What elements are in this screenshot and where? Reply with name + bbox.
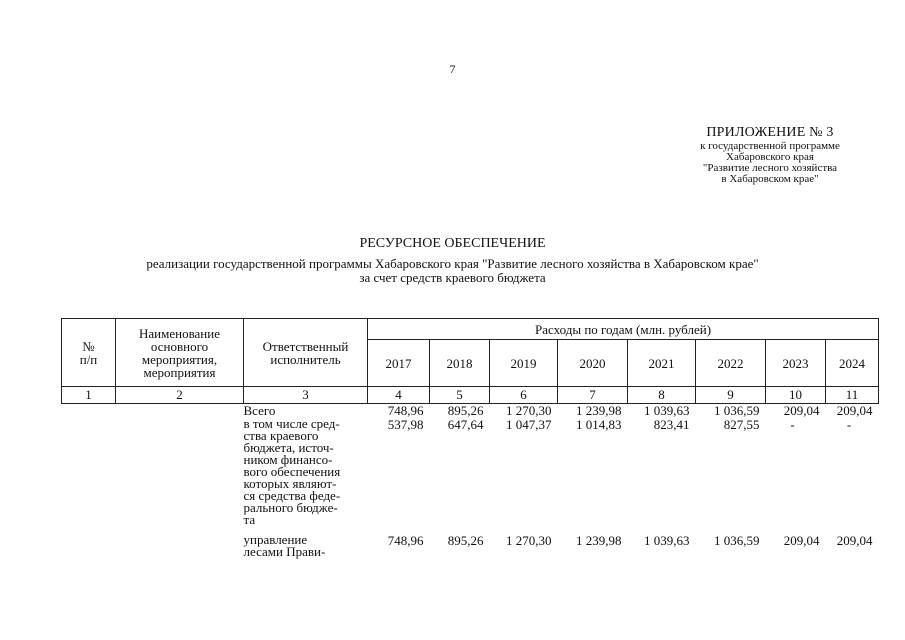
executor-cell: в том числе сред- ства краевого бюджета, источ- ником финансо- вого обеспечения которых являют- ся средства феде- рального бюдже- та [243, 416, 341, 527]
value-cell: 748,96 [387, 533, 424, 548]
column-number: 8 [628, 387, 696, 404]
value-cell: 647,64 [447, 417, 484, 432]
appendix-block [660, 125, 880, 185]
value-cell: 1 036,59 [714, 533, 760, 548]
value-cell: 209,04 [783, 533, 820, 548]
resource-table [61, 318, 879, 558]
value-cell: - [790, 417, 795, 432]
value-cell: 537,98 [387, 417, 424, 432]
header-year: 2018 [430, 340, 490, 387]
value-cell: 1 270,30 [506, 403, 552, 418]
value-cell: 895,26 [447, 403, 484, 418]
header-year: 2024 [826, 340, 879, 387]
value-cell: 209,04 [783, 403, 820, 418]
header-year: 2017 [368, 340, 430, 387]
header-expenses: Расходы по годам (млн. рублей) [368, 319, 879, 340]
column-number: 5 [430, 387, 490, 404]
executor-cell: управление лесами Прави- [243, 532, 326, 559]
column-number: 2 [116, 387, 244, 404]
document-subtitle [0, 257, 905, 285]
value-cell: 1 239,98 [576, 403, 622, 418]
column-number: 6 [490, 387, 558, 404]
subtitle-line: за счет средств краевого бюджета [359, 270, 546, 285]
value-cell: 748,96 [387, 403, 424, 418]
value-cell: - [846, 417, 852, 432]
value-cell: 827,55 [723, 417, 760, 432]
column-number: 9 [696, 387, 766, 404]
executor-cell: Всего [243, 403, 276, 418]
value-cell: 1 036,59 [714, 403, 760, 418]
header-year: 2023 [766, 340, 826, 387]
appendix-line: Хабаровского края [726, 151, 814, 163]
document-title: РЕСУРСНОЕ ОБЕСПЕЧЕНИЕ [359, 236, 546, 251]
header-year: 2021 [628, 340, 696, 387]
value-cell: 1 014,83 [576, 417, 622, 432]
header-year: 2019 [490, 340, 558, 387]
page-number: 7 [449, 62, 456, 76]
table-row [62, 526, 879, 558]
table-row [62, 404, 879, 419]
appendix-heading: ПРИЛОЖЕНИЕ № 3 [706, 125, 834, 140]
appendix-line: к государственной программе [700, 140, 840, 152]
value-cell: 209,04 [836, 533, 873, 548]
value-cell: 1 047,37 [506, 417, 552, 432]
column-number: 3 [244, 387, 368, 404]
header-executor: Ответственный исполнитель [244, 319, 368, 387]
column-number: 7 [558, 387, 628, 404]
header-no: № п/п [62, 319, 116, 387]
header-name: Наименование основного мероприятия, мероприятия [116, 319, 244, 387]
appendix-line: в Хабаровском крае" [721, 173, 819, 185]
header-year: 2020 [558, 340, 628, 387]
column-numbering-row [62, 387, 879, 404]
value-cell: 1 270,30 [506, 533, 552, 548]
value-cell: 1 239,98 [576, 533, 622, 548]
value-cell: 823,41 [653, 417, 690, 432]
header-year: 2022 [696, 340, 766, 387]
subtitle-line: реализации государственной программы Хабаровского края "Развитие лесного хозяйства в Хабаровском крае" [146, 256, 759, 271]
value-cell: 209,04 [836, 403, 873, 418]
column-number: 11 [826, 387, 879, 404]
appendix-line: "Развитие лесного хозяйства [702, 162, 838, 174]
value-cell: 1 039,63 [644, 533, 690, 548]
value-cell: 895,26 [447, 533, 484, 548]
column-number: 4 [368, 387, 430, 404]
value-cell: 1 039,63 [644, 403, 690, 418]
column-number: 1 [62, 387, 116, 404]
column-number: 10 [766, 387, 826, 404]
table-row [62, 418, 879, 526]
